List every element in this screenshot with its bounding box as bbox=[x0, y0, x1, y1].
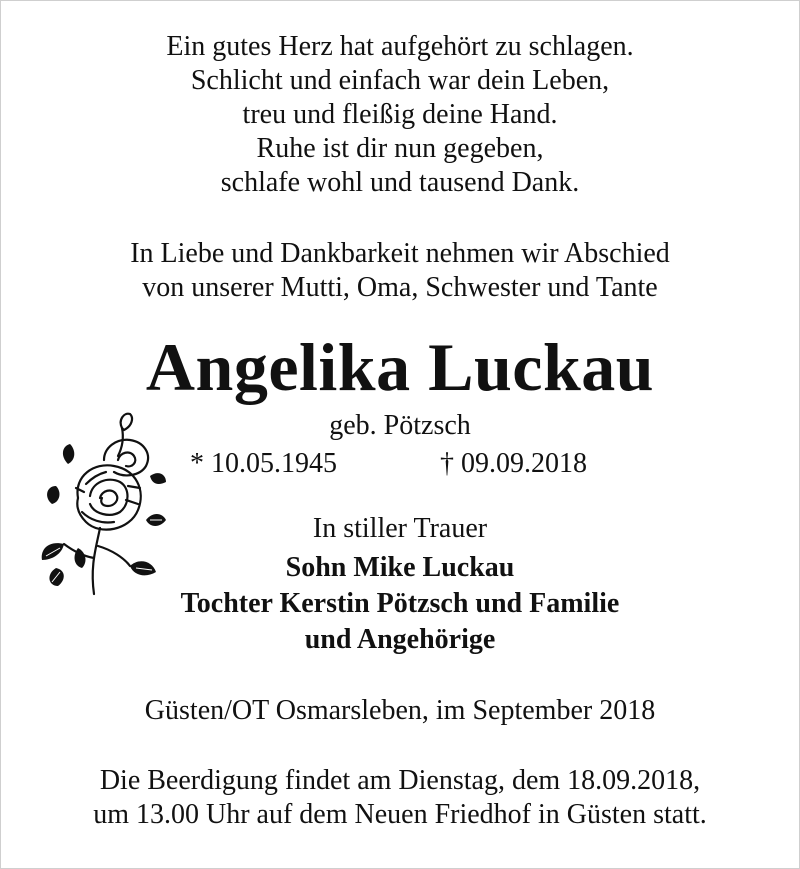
mourners-heading: In stiller Trauer bbox=[312, 513, 488, 544]
intro-line-2: von unserer Mutti, Oma, Schwester und Tante bbox=[142, 272, 658, 303]
deceased-name: Angelika Luckau bbox=[145, 329, 655, 405]
mourner-2: Tochter Kerstin Pötzsch und Familie bbox=[180, 588, 620, 619]
poem-line-4: Ruhe ist dir nun gegeben, bbox=[256, 133, 544, 164]
funeral-line-2: um 13.00 Uhr auf dem Neuen Friedhof in Güsten statt. bbox=[93, 799, 707, 830]
mourner-3: und Angehörige bbox=[304, 624, 496, 655]
death-date: † 09.09.2018 bbox=[440, 448, 587, 479]
place-date: Güsten/OT Osmarsleben, im September 2018 bbox=[144, 695, 656, 726]
birth-date: * 10.05.1945 bbox=[190, 448, 337, 479]
funeral-line-1: Die Beerdigung findet am Dienstag, dem 18.09.2018, bbox=[99, 765, 701, 796]
poem-line-1: Ein gutes Herz hat aufgehört zu schlagen. bbox=[166, 31, 634, 62]
poem-line-5: schlafe wohl und tausend Dank. bbox=[220, 167, 580, 198]
intro-line-1: In Liebe und Dankbarkeit nehmen wir Abschied bbox=[130, 238, 670, 269]
maiden-name: geb. Pötzsch bbox=[329, 410, 471, 441]
mourner-1: Sohn Mike Luckau bbox=[285, 552, 515, 583]
poem-line-3: treu und fleißig deine Hand. bbox=[242, 99, 558, 130]
poem-line-2: Schlicht und einfach war dein Leben, bbox=[190, 65, 610, 96]
